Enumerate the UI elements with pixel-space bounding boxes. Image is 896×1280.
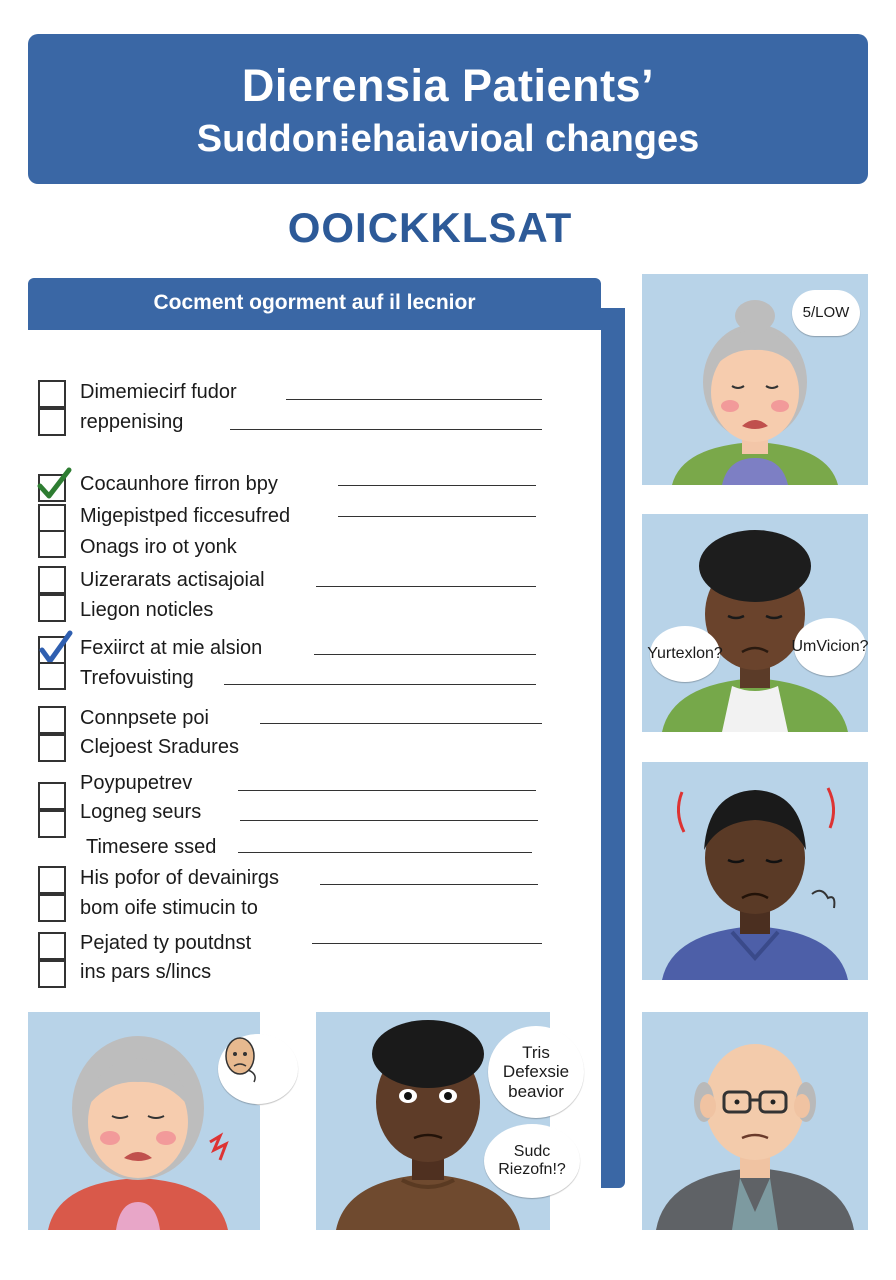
checkbox[interactable] [38,810,66,838]
bubble-line: Yur [647,644,672,662]
bubble-line: Vicion? [816,637,869,655]
answer-line [238,852,532,853]
checklist-item-label: reppenising [80,411,184,433]
answer-line [260,723,542,724]
illustration-elderly-woman-sad [642,274,868,485]
checkbox[interactable] [38,960,66,988]
man-frustrated-icon [642,762,868,980]
elderly-man-glasses-icon [642,1012,868,1230]
checklist-item-label: Migepistped ficcesufred [80,505,291,527]
answer-line [320,884,538,885]
bubble-line: Sudc [513,1142,551,1160]
page-subtitle: Suddon⁞ehaiavioal changes [196,118,700,160]
checklist-item-label: Liegon noticles [80,599,214,621]
page-title: Dierensia Patients’ [241,60,655,111]
checklist-item-label: Fexiirct at mie alsion [80,637,263,659]
bubble-line: Defexsie [502,1062,570,1082]
checklist-item-label: Poypupetrev [80,772,193,794]
checklist-item-label: Cocaunhore firron bpy [80,473,278,495]
speech-bubble: 5/LOW [792,290,860,336]
answer-line [238,790,536,791]
checklist-item-label: Connpsete poi [80,707,209,729]
checklist-item-label: Onags iro ot yonk [80,536,237,558]
bubble-line: beavior [508,1081,564,1101]
illustration-man-curly-hair [642,514,868,732]
header-banner [28,34,868,184]
checklist-item-label: bom oife stimucin to [80,897,258,919]
answer-line [312,943,542,944]
checkbox[interactable] [38,662,66,690]
checklist-item-label: ins pars s/lincs [80,961,212,983]
checkbox[interactable] [38,782,66,810]
answer-line [338,485,536,486]
checkbox[interactable] [38,734,66,762]
speech-bubble [647,626,723,682]
checkbox[interactable] [38,932,66,960]
checkbox[interactable] [38,866,66,894]
checkbox[interactable] [38,530,66,558]
checkbox[interactable] [38,706,66,734]
checklist-item-label: Logneg seurs [80,801,202,823]
speech-bubble [488,1026,584,1118]
checklist-item-label: Uizerarats actisajoial [80,569,265,591]
speech-bubble [791,618,869,676]
checklist-item-label: His pofor of devainirgs [80,867,279,889]
answer-line [338,516,536,517]
worried-face-icon [218,1034,262,1084]
checklist-heading: OOICKKLSAT [287,204,573,251]
checkbox[interactable] [38,566,66,594]
answer-line [314,654,536,655]
panel-frame-side [601,308,625,1188]
checklist-item-label: Pejated ty poutdnst [80,932,252,954]
illustration-elderly-man-glasses [642,1012,868,1230]
answer-line [224,684,536,685]
panel-title-bar: Cocment ogorment auf il lecnior [28,278,601,330]
answer-line [316,586,536,587]
answer-line [240,820,538,821]
green-check-icon [34,464,74,504]
checklist-item-label: Clejoest Sradures [80,736,239,758]
answer-line [286,399,542,400]
checklist-item-label: Trefovuisting [80,667,194,689]
checklist-item-label: Dimemiecirf fudor [80,381,237,403]
checkbox[interactable] [38,594,66,622]
speech-bubble [484,1124,580,1198]
bubble-line: Tris [522,1042,550,1062]
illustration-man-frustrated [642,762,868,980]
bubble-line: texlon? [671,644,723,662]
answer-line [230,429,542,430]
bubble-line: Um [791,637,817,655]
thought-bubble [218,1034,298,1104]
checkbox[interactable] [38,408,66,436]
checkbox[interactable] [38,894,66,922]
checkbox[interactable] [38,504,66,532]
bubble-line: Riezofn!? [498,1161,566,1178]
checklist-item-label: Timesere ssed [86,836,217,858]
illustration-elderly-woman-distressed [28,1012,260,1230]
checkbox[interactable] [38,380,66,408]
illustration-man-confused [316,1012,570,1230]
